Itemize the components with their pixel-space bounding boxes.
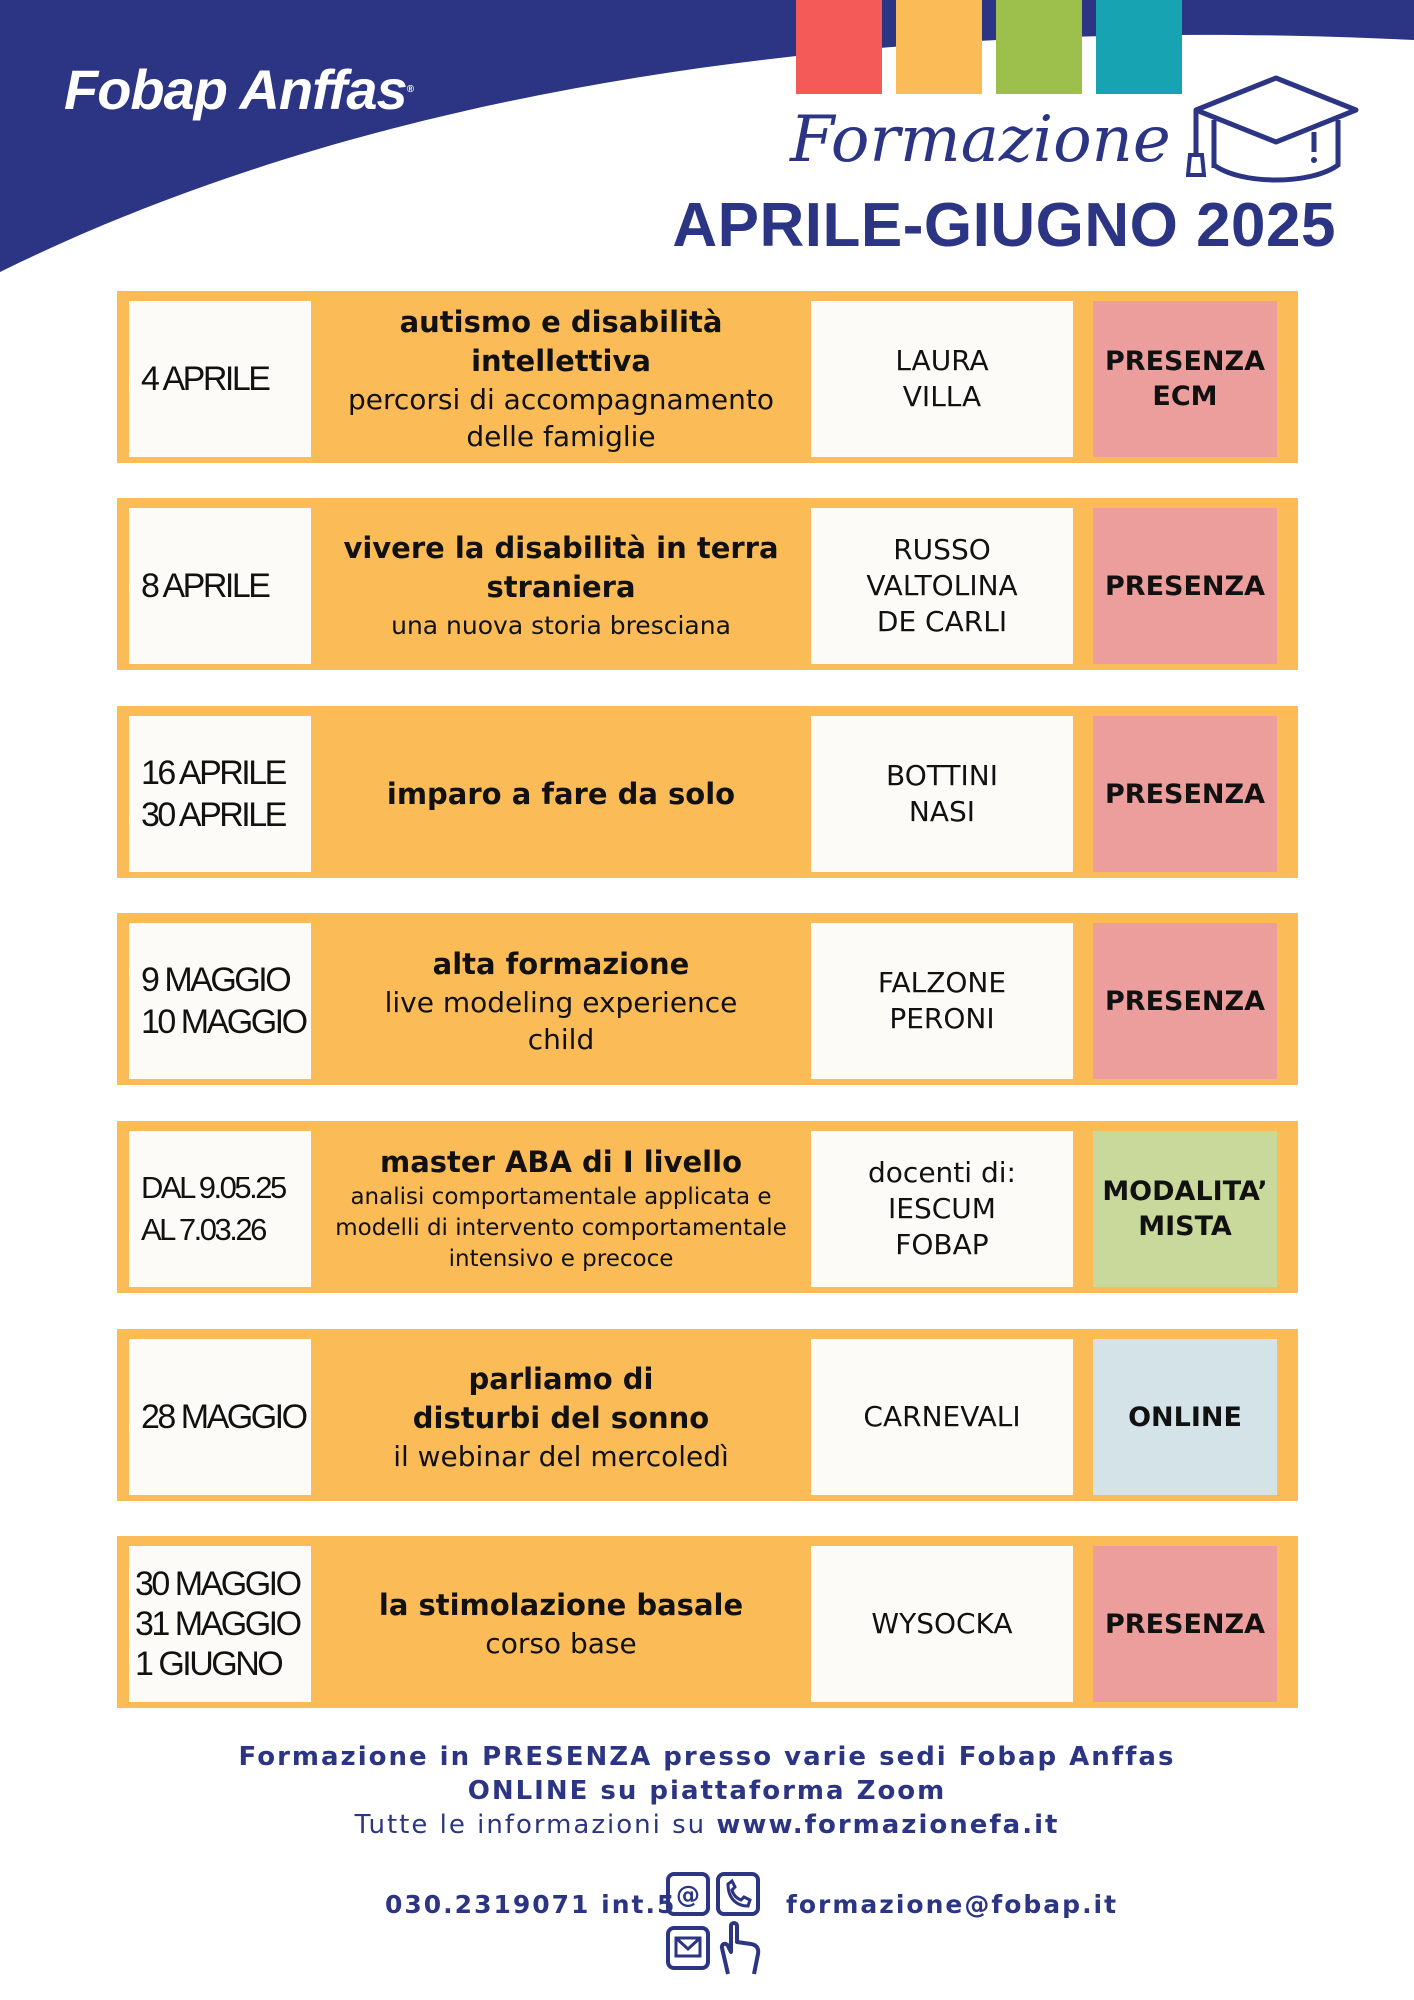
event-row xyxy=(117,913,1298,1085)
event-row xyxy=(117,1536,1298,1708)
event-row xyxy=(117,1329,1298,1501)
event-course xyxy=(311,508,811,664)
event-course xyxy=(311,1131,811,1287)
event-course xyxy=(311,1546,811,1702)
script-title: Formazione xyxy=(790,103,1171,177)
event-mode-badge: PRESENZA xyxy=(1093,508,1277,664)
footer-line-online: ONLINE su piattaforma Zoom xyxy=(467,1776,947,1806)
event-subtitle: il webinar del mercoledì xyxy=(393,1439,729,1473)
event-subtitle: analisi comportamentale applicata e modelli di intervento comportamentale intensivo e precoce xyxy=(335,1184,787,1272)
event-teacher: LAURA VILLA xyxy=(811,301,1073,457)
event-title: imparo a fare da solo xyxy=(386,776,736,811)
website-link[interactable]: www.formazionefa.it xyxy=(716,1810,1060,1840)
event-date: 4 APRILE xyxy=(129,301,311,457)
red-square xyxy=(796,0,882,94)
event-title: la stimolazione basale xyxy=(378,1588,744,1622)
event-row xyxy=(117,291,1298,463)
event-subtitle: corso base xyxy=(485,1627,637,1660)
event-teacher: WYSOCKA xyxy=(811,1546,1073,1702)
event-title: vivere la disabilità in terra straniera xyxy=(343,530,779,604)
event-mode-badge: PRESENZA xyxy=(1093,923,1277,1079)
green-square xyxy=(996,0,1082,94)
phone-number[interactable]: 030.2319071 int.5 xyxy=(385,1890,677,1919)
footer-line-presenza: Formazione in PRESENZA presso varie sedi Fobap Anffas xyxy=(238,1742,1176,1772)
event-mode-badge: ONLINE xyxy=(1093,1339,1277,1495)
event-teacher: docenti di: IESCUM FOBAP xyxy=(811,1131,1073,1287)
event-mode-badge: PRESENZA xyxy=(1093,1546,1277,1702)
event-course xyxy=(311,716,811,872)
email-address[interactable]: formazione@fobap.it xyxy=(786,1890,1119,1919)
svg-text:@: @ xyxy=(676,1881,700,1909)
orange-square xyxy=(896,0,982,94)
teal-square xyxy=(1096,0,1182,94)
event-title: parliamo di disturbi del sonno xyxy=(412,1361,710,1435)
event-row xyxy=(117,498,1298,670)
brand-logo-text: Fobap Anffas xyxy=(64,58,407,121)
event-course xyxy=(311,923,811,1079)
event-date: 9 MAGGIO 10 MAGGIO xyxy=(129,923,311,1079)
event-date: 28 MAGGIO xyxy=(129,1339,311,1495)
brand-logo xyxy=(64,58,413,122)
event-course xyxy=(311,1339,811,1495)
footer-line-info xyxy=(0,1808,1414,1842)
event-teacher: CARNEVALI xyxy=(811,1339,1073,1495)
event-row xyxy=(117,1121,1298,1293)
event-mode-badge: PRESENZA xyxy=(1093,716,1277,872)
event-date: DAL 9.05.25 AL 7.03.26 xyxy=(129,1131,311,1287)
event-mode-badge: PRESENZA ECM xyxy=(1093,301,1277,457)
event-teacher: RUSSO VALTOLINA DE CARLI xyxy=(811,508,1073,664)
event-title: master ABA di I livello xyxy=(379,1145,742,1179)
event-date: 16 APRILE 30 APRILE xyxy=(129,716,311,872)
footer-info-prefix: Tutte le informazioni su xyxy=(354,1810,717,1840)
event-subtitle: una nuova storia bresciana xyxy=(391,610,731,640)
event-title: autismo e disabilità intellettiva xyxy=(399,305,723,378)
event-teacher: BOTTINI NASI xyxy=(811,716,1073,872)
event-mode-badge: MODALITA’ MISTA xyxy=(1093,1131,1277,1287)
event-date: 8 APRILE xyxy=(129,508,311,664)
contact-icon xyxy=(664,1870,772,1976)
event-row xyxy=(117,706,1298,878)
event-subtitle: percorsi di accompagnamento delle famiglie xyxy=(348,383,774,453)
page-title: APRILE-GIUGNO 2025 xyxy=(672,191,1336,260)
event-teacher: FALZONE PERONI xyxy=(811,923,1073,1079)
event-date: 30 MAGGIO 31 MAGGIO 1 GIUGNO xyxy=(129,1546,311,1702)
event-title: alta formazione xyxy=(432,946,690,981)
event-course xyxy=(311,301,811,457)
graduation-cap-icon xyxy=(1186,70,1366,190)
event-subtitle: live modeling experience child xyxy=(384,985,738,1056)
registered-mark: ® xyxy=(406,84,414,95)
